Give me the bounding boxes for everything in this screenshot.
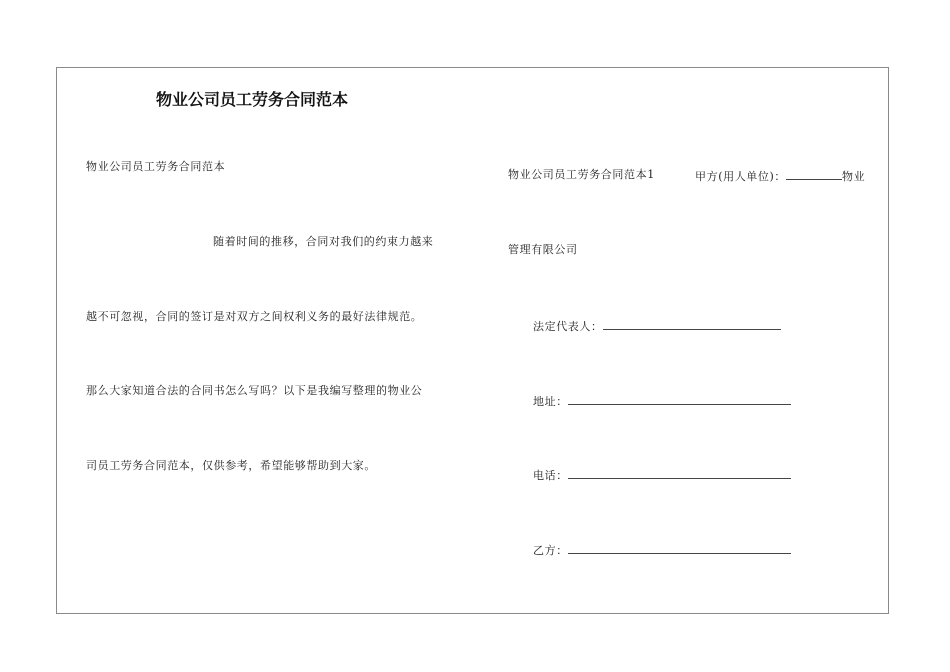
party-a-suffix: 物业 xyxy=(841,170,866,183)
field-legal-rep xyxy=(533,318,781,334)
field-address-label: 地址： xyxy=(533,395,568,408)
field-address xyxy=(533,393,791,409)
field-phone-label: 电话： xyxy=(533,469,568,482)
field-address-blank[interactable] xyxy=(568,393,791,405)
paragraph-line-4: 司员工劳务合同范本，仅供参考，希望能够帮助到大家。 xyxy=(86,459,376,472)
document-title: 物业公司员工劳务合同范本 xyxy=(156,90,349,109)
party-a-blank[interactable] xyxy=(786,168,842,180)
field-party-b-label: 乙方： xyxy=(533,544,568,557)
field-legal-rep-label: 法定代表人： xyxy=(533,320,603,333)
paragraph-line-2: 越不可忽视，合同的签订是对双方之间权利义务的最好法律规范。 xyxy=(86,310,423,323)
field-legal-rep-blank[interactable] xyxy=(603,318,781,330)
field-party-b xyxy=(533,542,791,558)
field-phone-blank[interactable] xyxy=(568,467,791,479)
page-border xyxy=(56,67,889,614)
field-phone xyxy=(533,467,791,483)
contract-heading: 物业公司员工劳务合同范本1 xyxy=(508,168,655,181)
party-a-line xyxy=(695,168,865,184)
paragraph-line-3: 那么大家知道合法的合同书怎么写吗？以下是我编写整理的物业公 xyxy=(86,384,423,397)
field-party-b-blank[interactable] xyxy=(568,542,791,554)
paragraph-line-1: 随着时间的推移，合同对我们的约束力越来 xyxy=(213,235,434,248)
party-a-label: 甲方(用人单位)： xyxy=(695,170,786,183)
party-a-continuation: 管理有限公司 xyxy=(508,243,578,256)
left-subtitle: 物业公司员工劳务合同范本 xyxy=(86,160,226,173)
